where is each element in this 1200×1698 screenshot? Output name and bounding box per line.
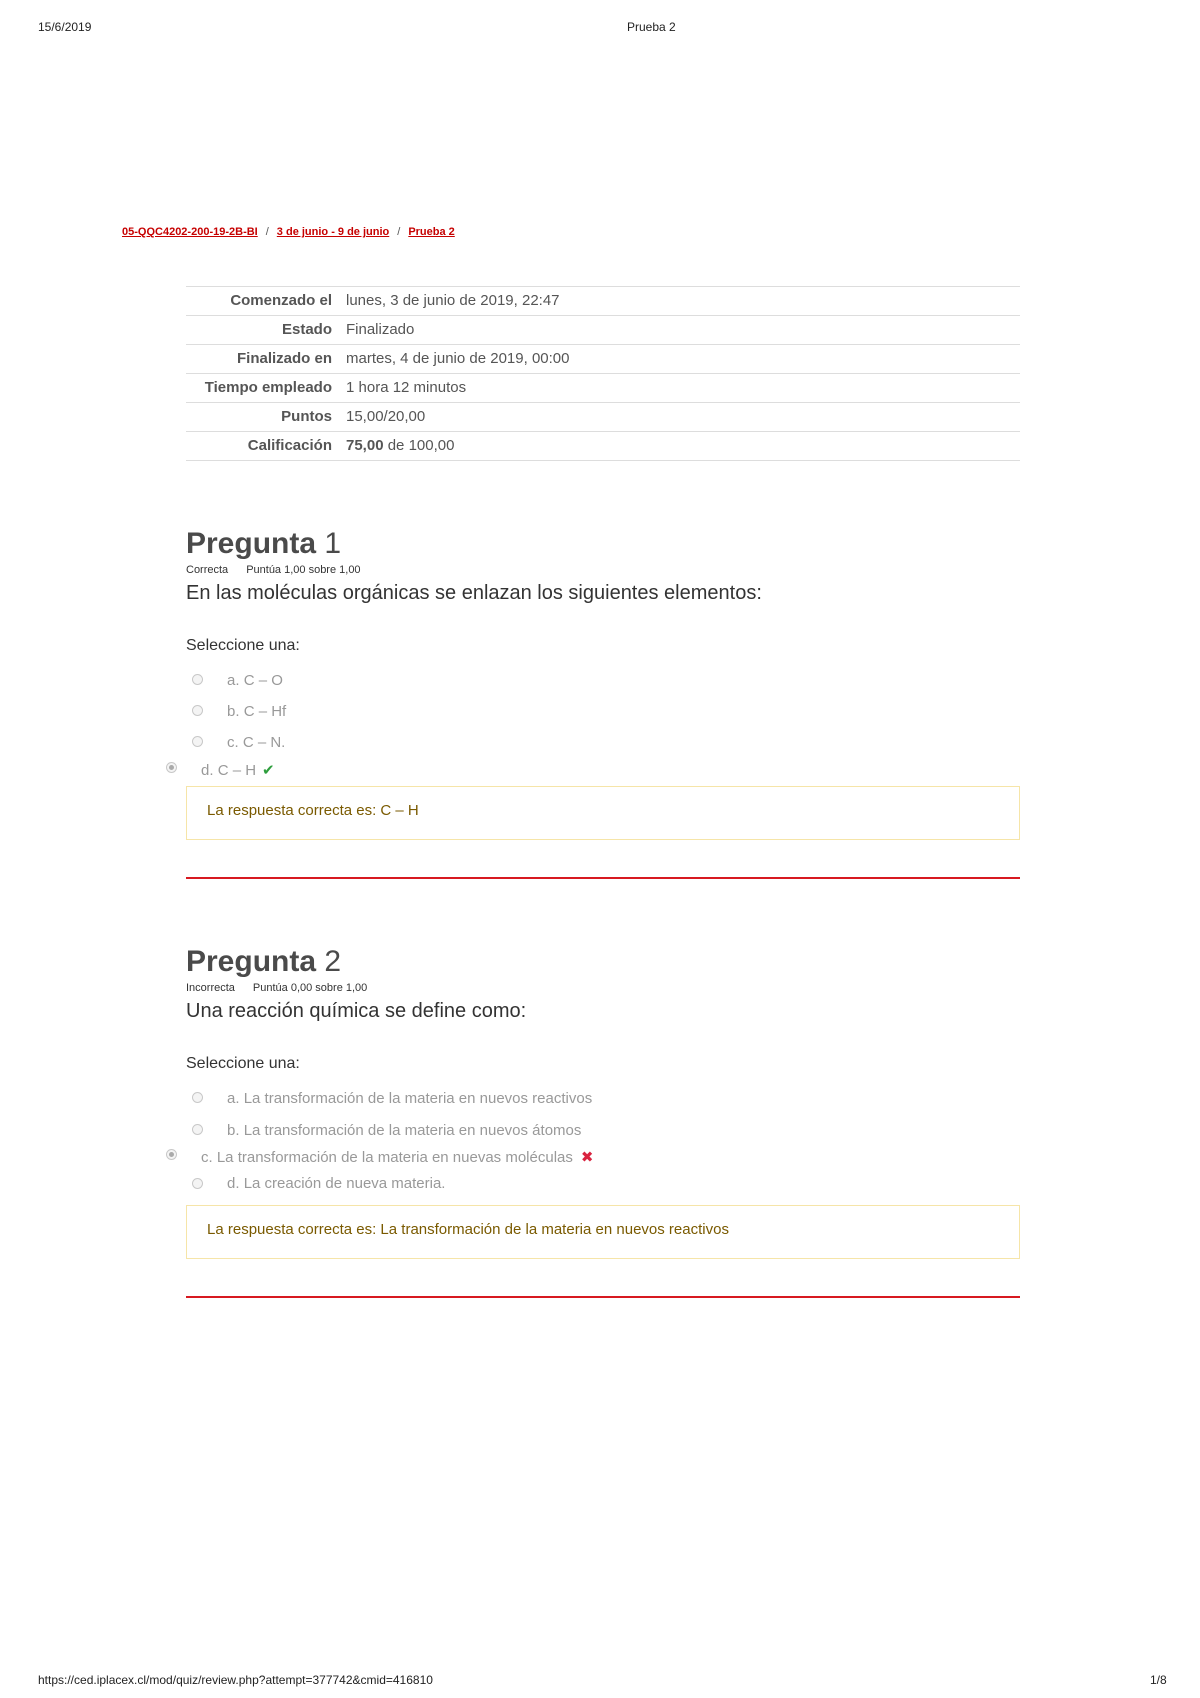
option-letter: c. [227,734,239,751]
answer-prompt: Seleccione una: [186,637,300,654]
option-radio[interactable] [192,1124,203,1135]
question-word: Pregunta [186,527,317,560]
option-letter: d. [227,1175,240,1192]
summary-row-state [186,316,1020,345]
check-icon: ✔ [262,762,275,779]
question-1 [186,526,1020,655]
summary-value [346,432,1020,461]
summary-label: Comenzado el [230,292,332,309]
option-radio[interactable] [192,736,203,747]
question-divider [186,877,1020,879]
answer-option-c[interactable] [201,1148,593,1166]
option-text: C – H [217,761,257,779]
summary-value: martes, 4 de junio de 2019, 00:00 [346,350,570,367]
summary-row-started [186,287,1020,316]
answer-option-a[interactable] [227,1090,592,1107]
question-word: Pregunta [186,945,317,978]
breadcrumb-separator: / [397,226,401,238]
option-letter: b. [227,703,240,720]
option-letter: a. [227,672,240,689]
summary-value: Finalizado [346,321,415,338]
correct-answer-text: La respuesta correcta es: La transformación de la materia en nuevos reactivos [207,1221,729,1238]
answer-option-c[interactable] [227,734,285,751]
question-text: Una reacción química se define como: [186,1000,527,1022]
answer-option-b[interactable] [227,1122,581,1139]
summary-label: Finalizado en [236,350,332,367]
question-status: Correcta [186,564,229,576]
option-text: La transformación de la materia en nuevos reactivos [243,1090,593,1107]
option-radio[interactable] [192,705,203,716]
option-letter: c. [201,1148,213,1166]
cross-icon: ✖ [580,1149,594,1166]
grade-value: 75,00 [346,437,384,454]
answer-option-d[interactable] [227,1175,445,1192]
option-text: C – O [243,672,283,689]
breadcrumb-link-quiz[interactable]: Prueba 2 [408,226,455,238]
question-status: Incorrecta [186,982,235,994]
answer-option-a[interactable] [227,672,283,689]
breadcrumb-link-course[interactable]: 05-QQC4202-200-19-2B-BI [122,226,258,238]
summary-value: 1 hora 12 minutos [346,379,467,396]
feedback-box [186,786,1020,840]
summary-label: Puntos [281,408,332,425]
breadcrumb-link-week[interactable]: 3 de junio - 9 de junio [276,226,390,238]
question-score: Puntúa 0,00 sobre 1,00 [252,982,368,994]
answer-option-b[interactable] [227,703,286,720]
option-text: C – N. [242,734,286,751]
question-number: 1 [324,527,342,560]
question-2 [186,944,1020,1073]
option-text: La creación de nueva materia. [243,1175,446,1192]
question-divider [186,1296,1020,1298]
option-radio[interactable] [192,1092,203,1103]
question-title [186,526,1020,562]
breadcrumb [122,226,455,238]
option-radio-selected[interactable] [166,1149,177,1160]
option-letter: b. [227,1122,240,1139]
question-info [186,564,1020,576]
option-text: C – Hf [243,703,287,720]
summary-value: 15,00/20,00 [346,408,426,425]
question-score: Puntúa 1,00 sobre 1,00 [246,564,361,576]
print-date: 15/6/2019 [38,20,92,34]
summary-label: Calificación [247,437,332,454]
grade-max: de 100,00 [387,437,455,454]
option-radio-selected[interactable] [166,762,177,773]
question-number: 2 [324,945,342,978]
print-url: https://ced.iplacex.cl/mod/quiz/review.php?attempt=377742&cmid=416810 [38,1673,433,1687]
print-title: Prueba 2 [627,20,676,34]
summary-value: lunes, 3 de junio de 2019, 22:47 [346,292,560,309]
print-page-number: 1/8 [1150,1673,1167,1687]
option-text: La transformación de la materia en nuevos átomos [243,1122,582,1139]
option-letter: a. [227,1090,240,1107]
option-text: La transformación de la materia en nuevas moléculas [216,1148,573,1166]
option-letter: d. [201,761,214,779]
summary-row-points [186,403,1020,432]
summary-row-time-taken [186,374,1020,403]
question-title [186,944,1020,980]
summary-label: Tiempo empleado [204,379,332,396]
summary-row-grade [186,432,1020,461]
answer-prompt: Seleccione una: [186,1055,300,1072]
option-radio[interactable] [192,1178,203,1189]
question-info [186,982,1020,994]
question-text: En las moléculas orgánicas se enlazan los siguientes elementos: [186,582,762,604]
breadcrumb-separator: / [265,226,269,238]
feedback-box [186,1205,1020,1259]
attempt-summary-table [186,286,1020,461]
answer-option-d[interactable] [201,761,275,779]
option-radio[interactable] [192,674,203,685]
correct-answer-text: La respuesta correcta es: C – H [207,802,419,819]
summary-row-finished [186,345,1020,374]
summary-label: Estado [281,321,332,338]
